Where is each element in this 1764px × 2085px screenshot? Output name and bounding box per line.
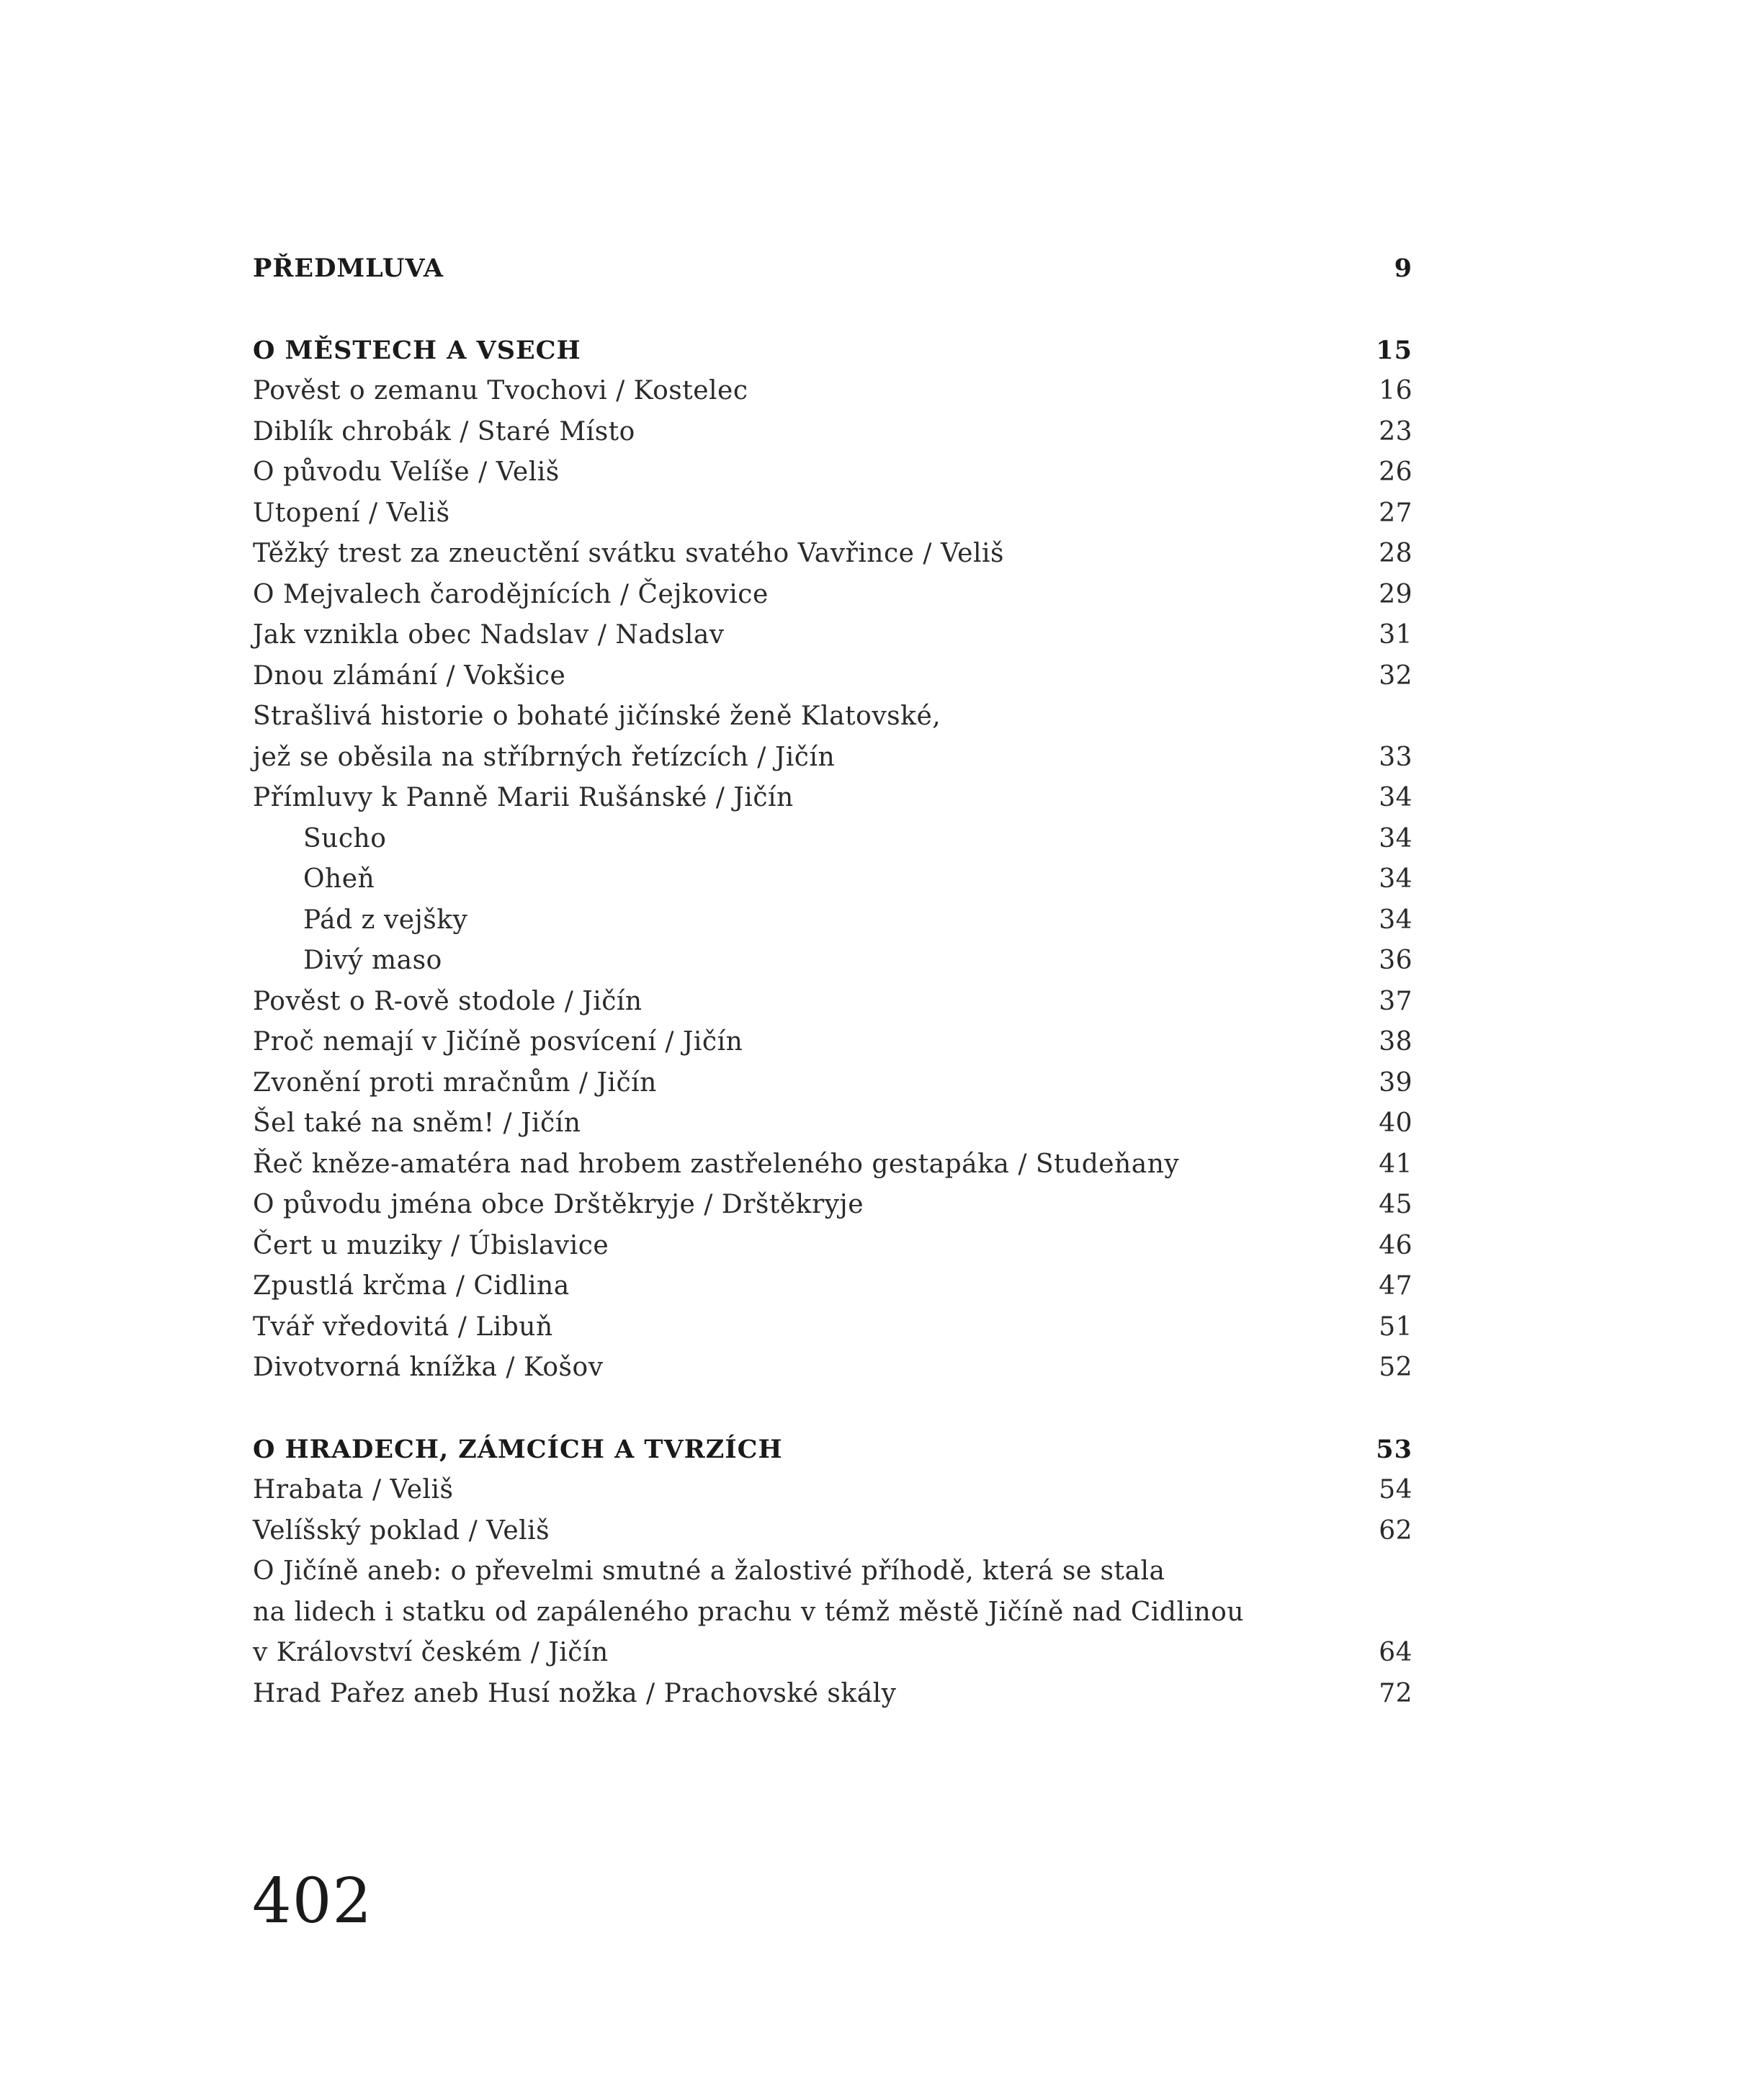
toc-entry — [253, 615, 1412, 656]
toc-entry-page: 37 — [1379, 986, 1412, 1016]
toc-entry-page: 72 — [1379, 1678, 1412, 1708]
toc-entry — [253, 1551, 1412, 1592]
toc-entry — [253, 819, 1412, 860]
toc-entry — [253, 575, 1412, 616]
toc-entry-page: 15 — [1376, 335, 1412, 365]
toc-section-heading — [253, 248, 1412, 290]
toc-entry-page: 45 — [1379, 1190, 1412, 1219]
toc-entry-title: Diblík chrobák / Staré Místo — [253, 416, 635, 447]
toc-entry — [253, 1022, 1412, 1063]
toc-entry-title: O původu jména obce Drštěkryje / Drštěkryje — [253, 1190, 864, 1219]
toc-entry — [253, 941, 1412, 982]
toc-entry-title: Proč nemají v Jičíně posvícení / Jičín — [253, 1027, 743, 1057]
section-gap — [253, 1389, 1412, 1430]
toc-entry — [253, 493, 1412, 534]
toc-entry — [253, 656, 1412, 697]
toc-entry-title: O MĚSTECH A VSECH — [253, 335, 581, 365]
toc-entry-title: Zpustlá krčma / Cidlina — [253, 1271, 570, 1301]
toc-entry-title: Velíšský poklad / Veliš — [253, 1515, 550, 1546]
toc-entry-page: 31 — [1379, 620, 1412, 650]
toc-entry — [253, 737, 1412, 779]
toc-entry-page: 52 — [1379, 1353, 1412, 1382]
toc-entry-title: Pád z vejšky — [303, 905, 468, 935]
toc-entry — [253, 371, 1412, 412]
toc-entry-page: 33 — [1379, 742, 1412, 772]
toc-entry-title: O původu Velíše / Veliš — [253, 457, 560, 487]
toc-entry-page: 27 — [1379, 498, 1412, 528]
toc-entry — [253, 1226, 1412, 1267]
toc-entry-page: 34 — [1379, 783, 1412, 812]
toc-entry-page: 16 — [1379, 376, 1412, 405]
toc-entry-page: 32 — [1379, 660, 1412, 691]
page-number: 402 — [252, 1865, 373, 1937]
toc-entry-title: Oheň — [303, 864, 375, 894]
toc-entry-title: Řeč kněze-amatéra nad hrobem zastřeleného gestapáka / Studeňany — [253, 1149, 1180, 1179]
toc-entry-page: 46 — [1379, 1230, 1412, 1260]
toc-entry-page: 34 — [1379, 905, 1412, 935]
toc-entry — [253, 534, 1412, 575]
toc-entry-page: 47 — [1379, 1271, 1412, 1301]
toc-entry — [253, 452, 1412, 493]
toc-section-heading — [253, 331, 1412, 372]
toc-entry-title: Těžký trest za zneuctění svátku svatého Vavřince / Veliš — [253, 539, 1004, 568]
toc-entry — [253, 982, 1412, 1023]
toc-entry — [253, 1674, 1412, 1715]
toc-entry-page: 53 — [1376, 1434, 1412, 1464]
toc-entry-page: 51 — [1379, 1311, 1412, 1342]
toc-entry-title: Pověst o zemanu Tvochovi / Kostelec — [253, 376, 748, 405]
toc-entry-title: Přímluvy k Panně Marii Rušánské / Jičín — [253, 783, 794, 812]
toc-entry-title: Sucho — [303, 823, 387, 853]
toc-entry-page: 38 — [1379, 1027, 1412, 1057]
toc-entry-title: jež se oběsila na stříbrných řetízcích / Jičín — [253, 742, 836, 772]
toc-section-heading — [253, 1430, 1412, 1471]
toc-entry — [253, 1063, 1412, 1104]
toc-entry — [253, 1307, 1412, 1348]
toc-entry — [253, 1592, 1412, 1633]
toc-entry-page: 39 — [1379, 1067, 1412, 1098]
toc-entry — [253, 1103, 1412, 1144]
toc-entry-page: 41 — [1379, 1149, 1412, 1179]
toc-entry-title: Strašlivá historie o bohaté jičínské ženě Klatovské, — [253, 701, 941, 731]
toc-entry-page: 9 — [1394, 254, 1412, 283]
toc-entry — [253, 1348, 1412, 1389]
toc-entry — [253, 1633, 1412, 1674]
toc-entry-page: 36 — [1379, 946, 1412, 975]
toc-entry — [253, 1185, 1412, 1226]
toc-entry-title: Tvář vředovitá / Libuň — [253, 1311, 553, 1342]
toc-entry-title: PŘEDMLUVA — [253, 254, 444, 283]
toc-entry-page: 64 — [1379, 1638, 1412, 1667]
toc-entry-title: Jak vznikla obec Nadslav / Nadslav — [253, 620, 725, 650]
toc-entry-page: 29 — [1379, 579, 1412, 609]
toc-entry-page: 62 — [1379, 1515, 1412, 1546]
toc-entry-title: O HRADECH, ZÁMCÍCH A TVRZÍCH — [253, 1434, 783, 1464]
toc-entry-title: Divotvorná knížka / Košov — [253, 1353, 604, 1382]
toc-entry — [253, 778, 1412, 819]
toc-entry-page: 54 — [1379, 1475, 1412, 1505]
toc-entry-page: 26 — [1379, 457, 1412, 487]
toc-entry-page: 23 — [1379, 416, 1412, 447]
toc-entry-page: 40 — [1379, 1108, 1412, 1138]
section-gap — [253, 290, 1412, 331]
toc-entry-page: 28 — [1379, 539, 1412, 568]
toc-entry-title: Dnou zlámání / Vokšice — [253, 660, 566, 691]
toc-entry — [253, 412, 1412, 453]
toc-entry-title: v Království českém / Jičín — [253, 1638, 609, 1667]
toc-entry-title: Utopení / Veliš — [253, 498, 450, 528]
toc-entry-title: Hrabata / Veliš — [253, 1475, 454, 1505]
table-of-contents — [253, 248, 1412, 1714]
toc-entry — [253, 1266, 1412, 1307]
toc-entry-title: Hrad Pařez aneb Husí nožka / Prachovské skály — [253, 1678, 897, 1708]
toc-entry — [253, 1470, 1412, 1511]
toc-entry-page: 34 — [1379, 823, 1412, 853]
toc-entry — [253, 900, 1412, 941]
toc-entry — [253, 696, 1412, 737]
toc-entry-title: Pověst o R-ově stodole / Jičín — [253, 986, 643, 1016]
toc-entry-page: 34 — [1379, 864, 1412, 894]
toc-entry-title: Šel také na sněm! / Jičín — [253, 1108, 581, 1138]
toc-entry-title: Čert u muziky / Úbislavice — [253, 1230, 609, 1260]
toc-entry-title: Divý maso — [303, 946, 442, 975]
toc-entry — [253, 1511, 1412, 1552]
toc-entry — [253, 1144, 1412, 1185]
toc-entry-title: O Jičíně aneb: o převelmi smutné a žalostivé příhodě, která se stala — [253, 1556, 1165, 1586]
toc-entry-title: O Mejvalech čarodějnících / Čejkovice — [253, 579, 769, 609]
toc-entry — [253, 859, 1412, 900]
toc-entry-title: na lidech i statku od zapáleného prachu v témž městě Jičíně nad Cidlinou — [253, 1597, 1245, 1627]
toc-entry-title: Zvonění proti mračnům / Jičín — [253, 1067, 657, 1098]
